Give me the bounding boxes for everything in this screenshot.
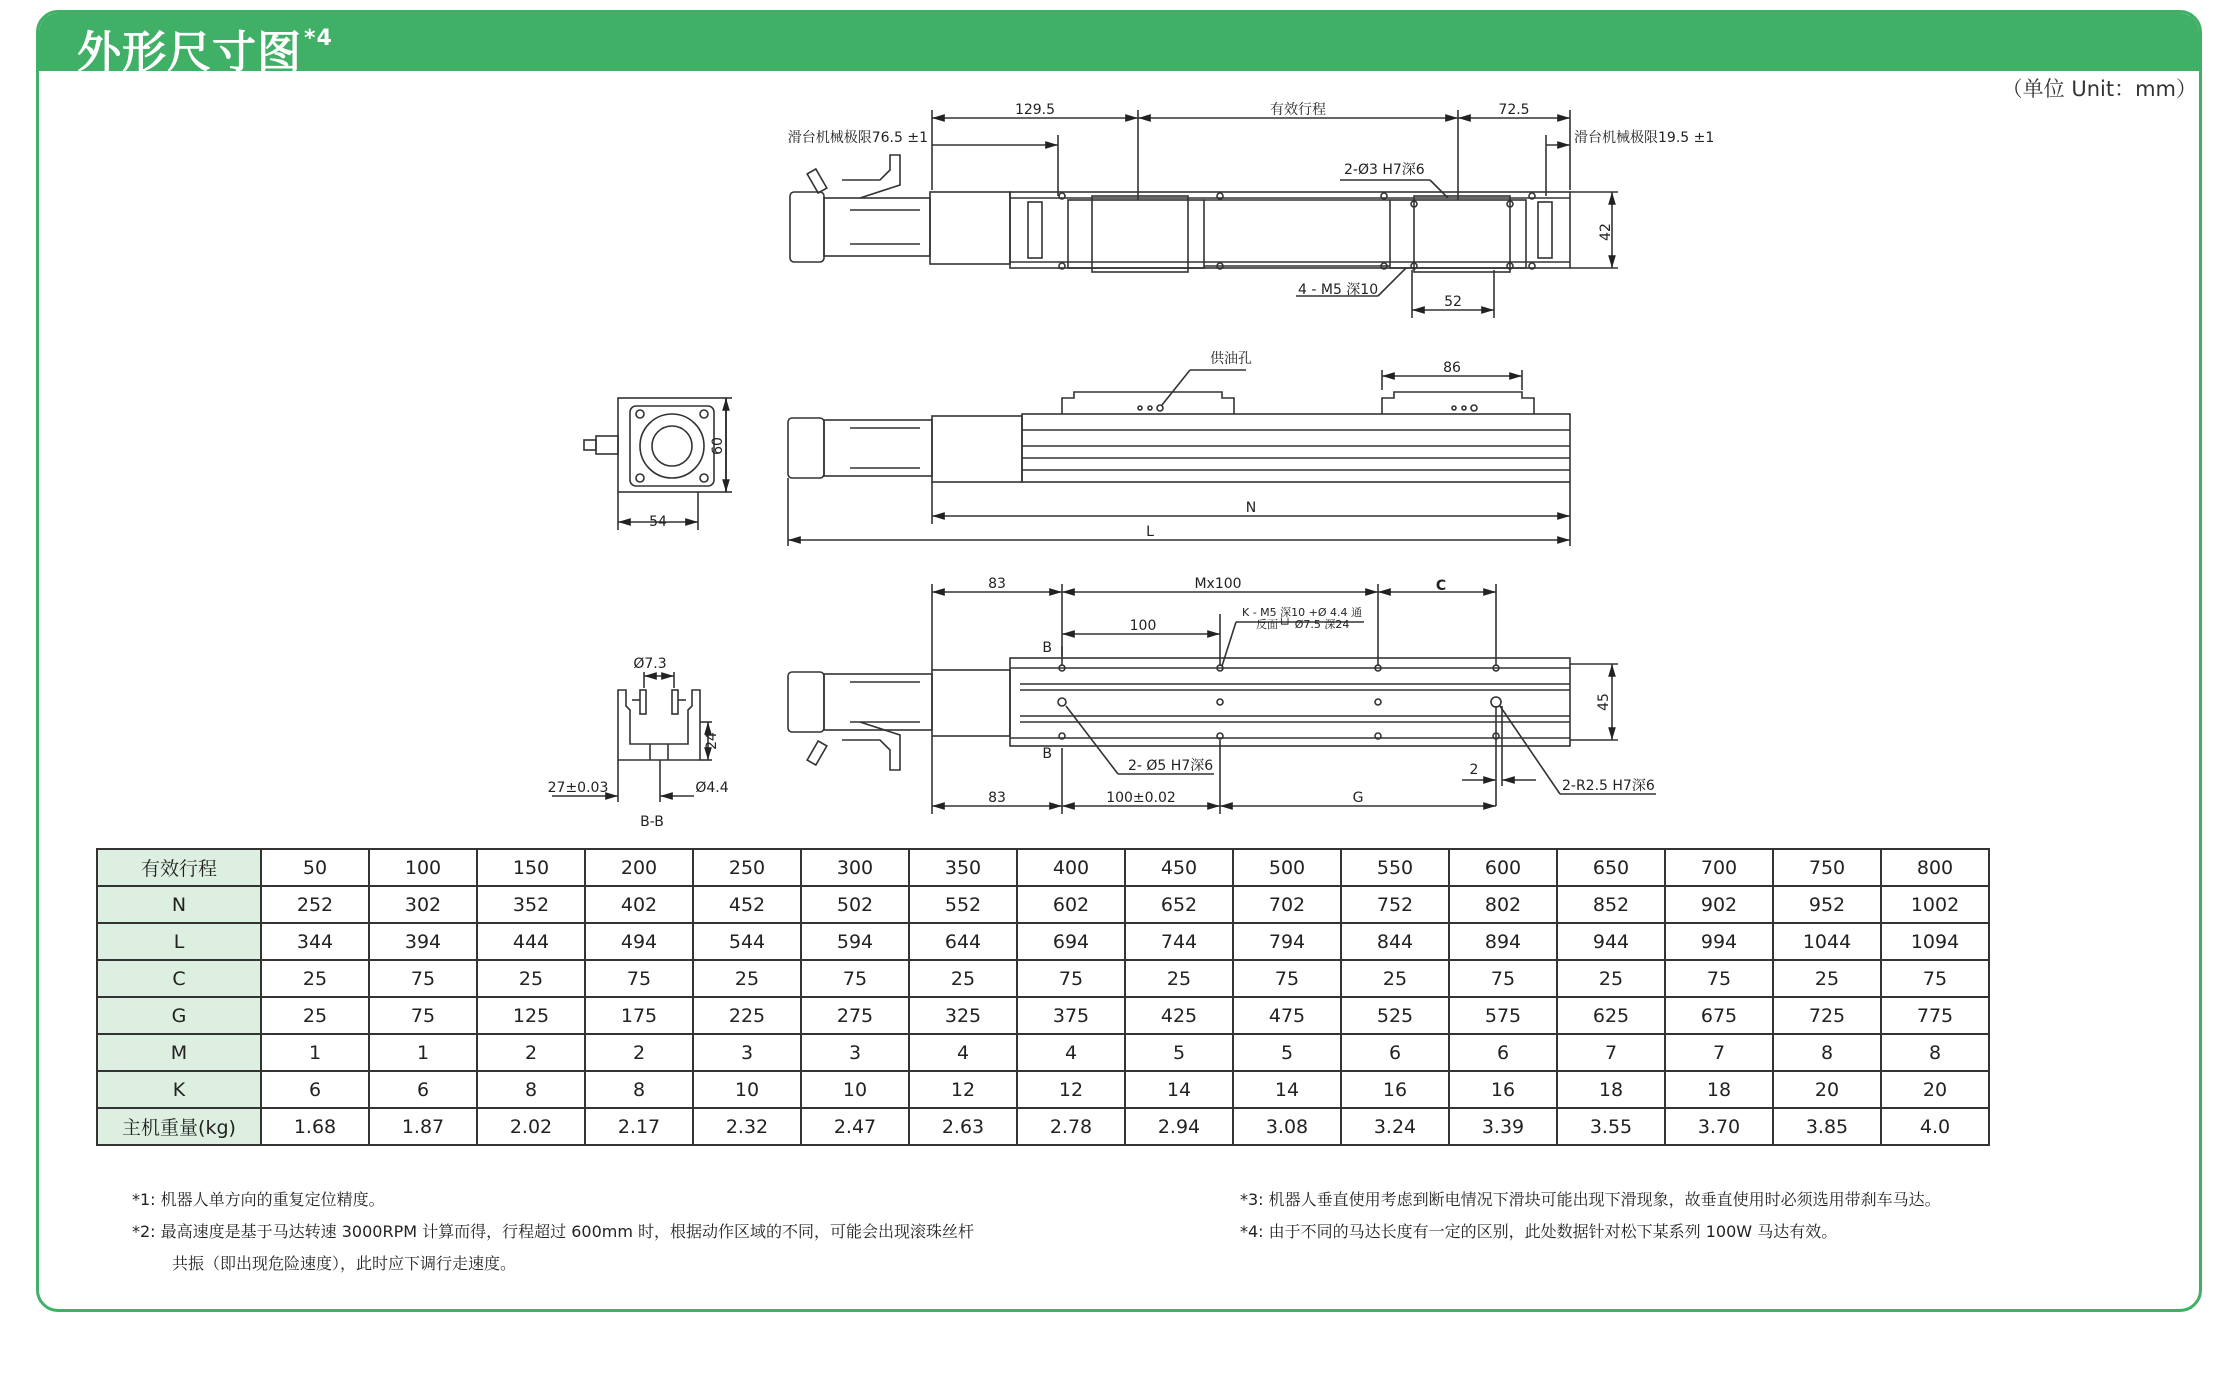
table-cell: 600 <box>1449 849 1557 886</box>
dim-phi44: Ø4.4 <box>695 780 729 796</box>
table-cell: 25 <box>1341 960 1449 997</box>
section-label: B-B <box>640 814 664 830</box>
table-cell: 25 <box>261 960 369 997</box>
table-cell: 425 <box>1125 997 1233 1034</box>
side-view <box>584 370 1570 546</box>
table-cell: 8 <box>1773 1034 1881 1071</box>
table-cell: 402 <box>585 886 693 923</box>
table-cell: 3 <box>693 1034 801 1071</box>
limit-right-label: 滑台机械极限19.5 ±1 <box>1574 130 1715 146</box>
table-cell: 502 <box>801 886 909 923</box>
table-cell: 20 <box>1773 1071 1881 1108</box>
table-cell: 150 <box>477 849 585 886</box>
table-cell: 452 <box>693 886 801 923</box>
table-cell: 25 <box>1125 960 1233 997</box>
table-cell: 75 <box>585 960 693 997</box>
table-cell: 1.68 <box>261 1108 369 1145</box>
table-cell: 625 <box>1557 997 1665 1034</box>
table-cell: 75 <box>1017 960 1125 997</box>
table-cell: 7 <box>1557 1034 1665 1071</box>
dim-100: 100 <box>1129 618 1157 634</box>
table-cell: 594 <box>801 923 909 960</box>
table-cell: 8 <box>585 1071 693 1108</box>
row-label: C <box>97 960 261 997</box>
table-cell: 3.55 <box>1557 1108 1665 1145</box>
dim-2: 2 <box>1469 762 1479 778</box>
table-cell: 10 <box>693 1071 801 1108</box>
dim-27: 27±0.03 <box>547 780 609 796</box>
table-cell: 2.32 <box>693 1108 801 1145</box>
table-cell: 325 <box>909 997 1017 1034</box>
table-cell: 500 <box>1233 849 1341 886</box>
row-label: N <box>97 886 261 923</box>
table-cell: 4.0 <box>1881 1108 1989 1145</box>
table-cell: 18 <box>1557 1071 1665 1108</box>
dim-mx100: Mx100 <box>1194 576 1242 592</box>
m5-hole-label: 4 - M5 深10 <box>1298 282 1379 298</box>
table-cell: 400 <box>1017 849 1125 886</box>
table-cell: 3.85 <box>1773 1108 1881 1145</box>
note-1: *1: 机器人单方向的重复定位精度。 <box>132 1190 385 1209</box>
table-row <box>97 960 1989 997</box>
table-row <box>97 1071 1989 1108</box>
table-cell: 2.63 <box>909 1108 1017 1145</box>
table-cell: 1.87 <box>369 1108 477 1145</box>
table-cell: 4 <box>909 1034 1017 1071</box>
table-cell: 25 <box>693 960 801 997</box>
table-cell: 852 <box>1557 886 1665 923</box>
note-2: *2: 最高速度是基于马达转速 3000RPM 计算而得，行程超过 600mm 时，根据动作区域的不同，可能会出现滚珠丝杆 <box>132 1222 975 1241</box>
dim-60: 60 <box>710 437 726 455</box>
table-cell: 344 <box>261 923 369 960</box>
dim-c: C <box>1435 578 1447 594</box>
table-cell: 794 <box>1233 923 1341 960</box>
table-cell: 2.47 <box>801 1108 909 1145</box>
table-cell: 75 <box>1449 960 1557 997</box>
dim-45: 45 <box>1596 693 1612 711</box>
table-cell: 75 <box>1881 960 1989 997</box>
section-title: 外形尺寸图$^{*4}$ <box>77 26 333 78</box>
dim-52: 52 <box>1444 294 1462 310</box>
table-cell: 75 <box>369 960 477 997</box>
table-cell: 3.08 <box>1233 1108 1341 1145</box>
table-cell: 200 <box>585 849 693 886</box>
table-cell: 700 <box>1665 849 1773 886</box>
table-cell: 2.78 <box>1017 1108 1125 1145</box>
dim-72-5: 72.5 <box>1498 102 1530 118</box>
table-cell: 18 <box>1665 1071 1773 1108</box>
notes-left <box>132 1184 974 1280</box>
table-cell: 10 <box>801 1071 909 1108</box>
table-cell: 844 <box>1341 923 1449 960</box>
table-cell: 744 <box>1125 923 1233 960</box>
table-cell: 352 <box>477 886 585 923</box>
table-cell: 20 <box>1881 1071 1989 1108</box>
table-row <box>97 886 1989 923</box>
note-3: *3: 机器人垂直使用考虑到断电情况下滑块可能出现下滑现象，故垂直使用时必须选用带刹车马达。 <box>1240 1190 1941 1209</box>
row-label: 有效行程 <box>97 849 261 886</box>
table-cell: 644 <box>909 923 1017 960</box>
table-cell: 1044 <box>1773 923 1881 960</box>
unit-label: （单位 Unit：mm） <box>2001 77 2197 101</box>
table-cell: 175 <box>585 997 693 1034</box>
table-cell: 75 <box>801 960 909 997</box>
table-cell: 752 <box>1341 886 1449 923</box>
table-cell: 4 <box>1017 1034 1125 1071</box>
table-cell: 450 <box>1125 849 1233 886</box>
table-cell: 1094 <box>1881 923 1989 960</box>
note-4: *4: 由于不同的马达长度有一定的区别，此处数据针对松下某系列 100W 马达有效。 <box>1240 1222 1838 1241</box>
table-cell: 6 <box>261 1071 369 1108</box>
dim-129-5: 129.5 <box>1014 102 1056 118</box>
table-cell: 702 <box>1233 886 1341 923</box>
table-cell: 3 <box>801 1034 909 1071</box>
table-cell: 952 <box>1773 886 1881 923</box>
note-2-cont: 共振（即出现危险速度），此时应下调行走速度。 <box>172 1254 517 1273</box>
table-row <box>97 1034 1989 1071</box>
table-cell: 16 <box>1341 1071 1449 1108</box>
spec-table <box>96 848 1990 1146</box>
table-cell: 575 <box>1449 997 1557 1034</box>
table-cell: 252 <box>261 886 369 923</box>
table-row <box>97 849 1989 886</box>
table-row <box>97 997 1989 1034</box>
table-cell: 7 <box>1665 1034 1773 1071</box>
table-cell: 602 <box>1017 886 1125 923</box>
dim-100-tol: 100±0.02 <box>1106 790 1176 806</box>
table-cell: 25 <box>477 960 585 997</box>
table-cell: 994 <box>1665 923 1773 960</box>
table-cell: 750 <box>1773 849 1881 886</box>
table-cell: 100 <box>369 849 477 886</box>
table-cell: 12 <box>1017 1071 1125 1108</box>
table-cell: 552 <box>909 886 1017 923</box>
table-cell: 1 <box>261 1034 369 1071</box>
table-cell: 25 <box>909 960 1017 997</box>
table-cell: 1 <box>369 1034 477 1071</box>
table-cell: 675 <box>1665 997 1773 1034</box>
dim-86: 86 <box>1443 360 1461 376</box>
oil-hole-label: 供油孔 <box>1210 351 1252 367</box>
table-cell: 525 <box>1341 997 1449 1034</box>
row-label: M <box>97 1034 261 1071</box>
table-cell: 6 <box>369 1071 477 1108</box>
dim-N: N <box>1245 500 1257 516</box>
table-cell: 3.24 <box>1341 1108 1449 1145</box>
table-cell: 6 <box>1341 1034 1449 1071</box>
row-label: L <box>97 923 261 960</box>
k-note-2: 反面└┘ Ø7.5 深24 <box>1256 618 1350 631</box>
table-cell: 902 <box>1665 886 1773 923</box>
limit-left-label: 滑台机械极限76.5 ±1 <box>787 130 928 146</box>
table-cell: 894 <box>1449 923 1557 960</box>
dim-83-top: 83 <box>988 576 1006 592</box>
table-cell: 444 <box>477 923 585 960</box>
dim-83-bottom: 83 <box>988 790 1006 806</box>
dim-54: 54 <box>649 514 667 530</box>
pin-hole-label: 2-Ø3 H7深6 <box>1344 162 1425 178</box>
table-cell: 75 <box>369 997 477 1034</box>
table-cell: 725 <box>1773 997 1881 1034</box>
notes-right <box>1240 1184 1941 1248</box>
table-cell: 225 <box>693 997 801 1034</box>
table-cell: 2 <box>585 1034 693 1071</box>
table-cell: 802 <box>1449 886 1557 923</box>
row-label: G <box>97 997 261 1034</box>
table-cell: 5 <box>1125 1034 1233 1071</box>
table-cell: 25 <box>261 997 369 1034</box>
dim-phi73: Ø7.3 <box>633 656 667 672</box>
table-cell: 652 <box>1125 886 1233 923</box>
table-cell: 14 <box>1233 1071 1341 1108</box>
table-cell: 2.94 <box>1125 1108 1233 1145</box>
k-note-1: K - M5 深10 +Ø 4.4 通 <box>1242 606 1363 619</box>
table-row <box>97 1108 1989 1145</box>
table-cell: 14 <box>1125 1071 1233 1108</box>
table-cell: 375 <box>1017 997 1125 1034</box>
table-cell: 3.39 <box>1449 1108 1557 1145</box>
table-cell: 3.70 <box>1665 1108 1773 1145</box>
table-cell: 775 <box>1881 997 1989 1034</box>
dim-L: L <box>1146 524 1154 540</box>
table-cell: 275 <box>801 997 909 1034</box>
table-cell: 944 <box>1557 923 1665 960</box>
dim-42: 42 <box>1598 223 1614 241</box>
table-cell: 12 <box>909 1071 1017 1108</box>
table-cell: 16 <box>1449 1071 1557 1108</box>
table-cell: 2.02 <box>477 1108 585 1145</box>
table-cell: 75 <box>1233 960 1341 997</box>
table-cell: 694 <box>1017 923 1125 960</box>
table-cell: 350 <box>909 849 1017 886</box>
table-cell: 302 <box>369 886 477 923</box>
table-cell: 650 <box>1557 849 1665 886</box>
table-cell: 2.17 <box>585 1108 693 1145</box>
table-cell: 25 <box>1773 960 1881 997</box>
table-cell: 6 <box>1449 1034 1557 1071</box>
bottom-view <box>788 584 1656 814</box>
footnote-mark: *4 <box>304 26 333 52</box>
table-cell: 2 <box>477 1034 585 1071</box>
table-cell: 75 <box>1665 960 1773 997</box>
table-cell: 25 <box>1557 960 1665 997</box>
table-cell: 550 <box>1341 849 1449 886</box>
table-cell: 300 <box>801 849 909 886</box>
dim-effective: 有效行程 <box>1270 102 1326 118</box>
table-row <box>97 923 1989 960</box>
table-cell: 50 <box>261 849 369 886</box>
table-cell: 125 <box>477 997 585 1034</box>
table-cell: 250 <box>693 849 801 886</box>
label-b-bottom: B <box>1042 746 1052 762</box>
pin-hole-5-label: 2- Ø5 H7深6 <box>1128 758 1214 774</box>
label-b-top: B <box>1042 640 1052 656</box>
table-cell: 544 <box>693 923 801 960</box>
r25-hole-label: 2-R2.5 H7深6 <box>1562 778 1655 794</box>
row-label: K <box>97 1071 261 1108</box>
table-cell: 8 <box>1881 1034 1989 1071</box>
table-cell: 800 <box>1881 849 1989 886</box>
dim-g: G <box>1352 790 1364 806</box>
table-cell: 475 <box>1233 997 1341 1034</box>
table-cell: 494 <box>585 923 693 960</box>
table-cell: 5 <box>1233 1034 1341 1071</box>
table-cell: 8 <box>477 1071 585 1108</box>
dim-24: 24 <box>704 732 720 750</box>
table-cell: 394 <box>369 923 477 960</box>
table-cell: 1002 <box>1881 886 1989 923</box>
row-label: 主机重量(kg) <box>97 1108 261 1145</box>
